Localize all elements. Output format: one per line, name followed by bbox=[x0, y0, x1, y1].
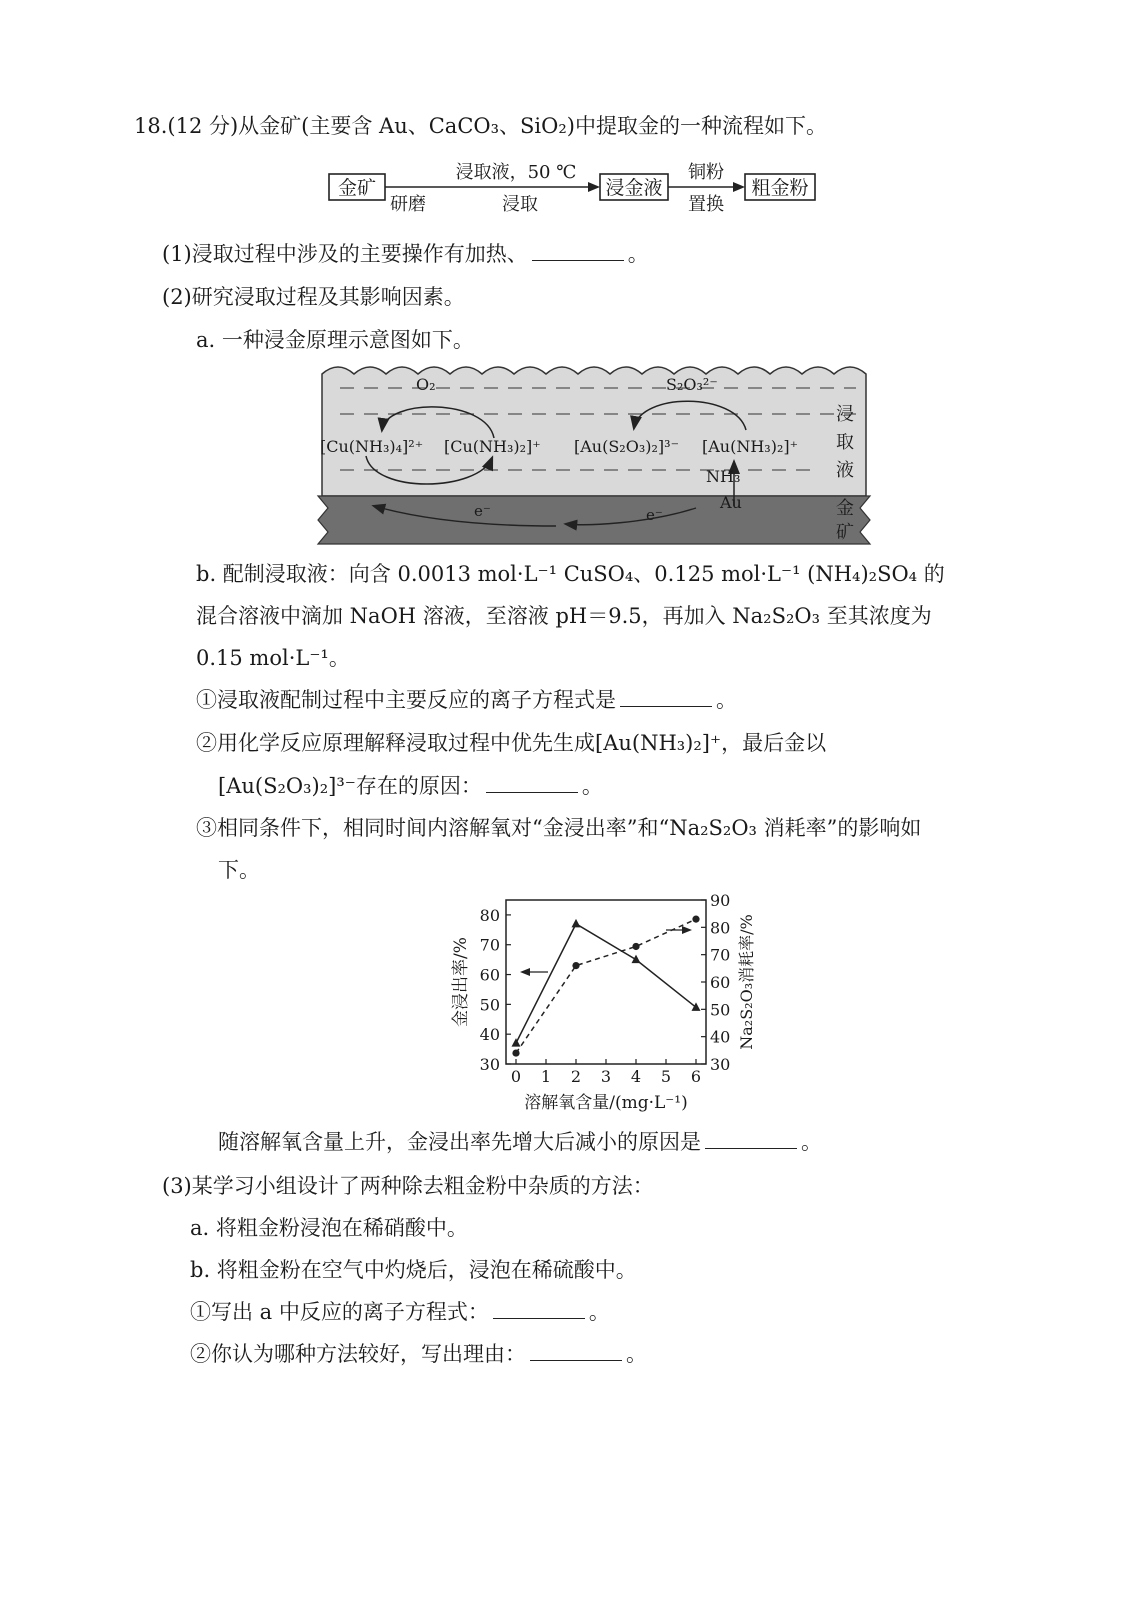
label-ore-char-1: 金 bbox=[836, 498, 854, 519]
question-title bbox=[134, 114, 827, 139]
q2-line-2 bbox=[218, 774, 603, 799]
chart-question-text: 随溶解氧含量上升，金浸出率先增大后减小的原因是 bbox=[218, 1130, 701, 1154]
part3-q1-end: 。 bbox=[588, 1300, 610, 1324]
y-left-tick-label: 40 bbox=[479, 1025, 500, 1045]
leach-liquid-region bbox=[322, 367, 866, 496]
q2-line-1 bbox=[196, 731, 826, 756]
right-axis-indicator-arrowhead bbox=[682, 926, 692, 934]
flow-arrow-2-above: 浸取液，50 ℃ bbox=[455, 162, 577, 183]
answer-blank-2[interactable] bbox=[620, 688, 712, 707]
chart-y-left-label: 金浸出率/% bbox=[451, 937, 471, 1027]
part3b-line bbox=[190, 1258, 637, 1283]
answer-blank-3[interactable] bbox=[486, 774, 578, 793]
series-gold-leach-point bbox=[512, 1038, 521, 1047]
answer-blank-5[interactable] bbox=[493, 1300, 585, 1319]
x-tick-label: 6 bbox=[690, 1067, 702, 1086]
flow-box-ore-label: 金矿 bbox=[337, 177, 377, 199]
label-au-nh3-2: [Au(NH₃)₂]⁺ bbox=[702, 437, 799, 456]
flow-arrow-3-below: 置换 bbox=[688, 194, 724, 214]
label-s2o3: S₂O₃²⁻ bbox=[666, 375, 718, 394]
y-right-tick-label: 70 bbox=[710, 945, 731, 965]
part3-q2-line bbox=[190, 1342, 647, 1367]
label-cu-nh3-2: [Cu(NH₃)₂]⁺ bbox=[444, 437, 541, 456]
q3-line-2 bbox=[218, 858, 260, 883]
label-liquid-char-1: 浸 bbox=[836, 404, 854, 425]
flow-box-product-label: 粗金粉 bbox=[751, 177, 809, 199]
part3b-text: b. 将粗金粉在空气中灼烧后，浸泡在稀硫酸中。 bbox=[190, 1258, 637, 1282]
label-liquid-char-2: 取 bbox=[836, 432, 854, 453]
y-left-tick-label: 70 bbox=[479, 935, 500, 955]
label-cu-nh3-4: [Cu(NH₃)₄]²⁺ bbox=[320, 437, 424, 456]
chart-question-end: 。 bbox=[801, 1130, 822, 1154]
y-left-tick-label: 50 bbox=[479, 995, 500, 1015]
answer-blank-6[interactable] bbox=[530, 1342, 622, 1361]
x-tick-label: 3 bbox=[600, 1067, 612, 1086]
part3-q2-end: 。 bbox=[626, 1342, 647, 1366]
flow-arrowhead-3 bbox=[733, 182, 745, 192]
part2a-text: a. 一种浸金原理示意图如下。 bbox=[196, 328, 474, 352]
q1-text: ①浸取液配制过程中主要反应的离子方程式是 bbox=[196, 688, 616, 712]
dissolved-oxygen-chart bbox=[440, 890, 770, 1122]
x-tick-label: 5 bbox=[660, 1067, 672, 1086]
x-tick-label: 4 bbox=[630, 1067, 642, 1086]
chart-y-right-label: Na₂S₂O₃消耗率/% bbox=[737, 914, 756, 1050]
series-gold-leach-line bbox=[516, 924, 696, 1043]
part2-line bbox=[162, 285, 465, 310]
flow-box-solution-label: 浸金液 bbox=[605, 177, 663, 199]
part1-end: 。 bbox=[627, 242, 649, 266]
series-thiosulfate-point bbox=[572, 962, 579, 969]
y-left-tick-label: 60 bbox=[479, 965, 500, 985]
flow-arrow-1-below: 研磨 bbox=[390, 194, 426, 214]
answer-blank-4[interactable] bbox=[705, 1130, 797, 1149]
part2b-line-1 bbox=[196, 562, 945, 587]
flow-arrowhead-2 bbox=[588, 182, 600, 192]
part2b-text-2: 混合溶液中滴加 NaOH 溶液，至溶液 pH＝9.5，再加入 Na₂S₂O₃ 至其浓度为 bbox=[196, 604, 932, 628]
part3-line bbox=[162, 1174, 654, 1199]
series-gold-leach-point bbox=[572, 919, 581, 928]
q3-text-1: ③相同条件下，相同时间内溶解氧对“金浸出率”和“Na₂S₂O₃ 消耗率”的影响如 bbox=[196, 816, 922, 840]
y-right-tick-label: 50 bbox=[710, 1000, 731, 1020]
part2a-line bbox=[196, 328, 474, 353]
chart-plot-frame bbox=[506, 900, 706, 1064]
y-right-tick-label: 40 bbox=[710, 1027, 731, 1047]
y-right-tick-label: 90 bbox=[710, 891, 731, 910]
x-tick-label: 0 bbox=[510, 1067, 522, 1086]
series-thiosulfate-point bbox=[632, 943, 639, 950]
label-nh3: NH₃ bbox=[706, 467, 741, 486]
part3-q1-line bbox=[190, 1300, 610, 1325]
q3-line-1 bbox=[196, 816, 921, 841]
label-au: Au bbox=[720, 493, 742, 512]
label-electron-2: e⁻ bbox=[646, 506, 663, 524]
x-tick-label: 2 bbox=[570, 1067, 582, 1086]
part2b-line-3 bbox=[196, 646, 350, 671]
question-title-text: 18.(12 分)从金矿(主要含 Au、CaCO₃、SiO₂)中提取金的一种流程如下。 bbox=[134, 114, 827, 138]
part3-q1-text: ①写出 a 中反应的离子方程式： bbox=[190, 1300, 489, 1324]
q3-text-2: 下。 bbox=[218, 858, 260, 882]
y-right-tick-label: 60 bbox=[710, 973, 731, 992]
part3a-text: a. 将粗金粉浸泡在稀硝酸中。 bbox=[190, 1216, 468, 1240]
part3a-line bbox=[190, 1216, 468, 1241]
chart-question-line bbox=[218, 1130, 822, 1155]
label-o2: O₂ bbox=[416, 375, 436, 394]
chart-x-label: 溶解氧含量/(mg·L⁻¹) bbox=[524, 1093, 688, 1113]
q2-end: 。 bbox=[581, 774, 603, 798]
flow-arrow-2-below: 浸取 bbox=[502, 194, 538, 214]
y-left-tick-label: 30 bbox=[479, 1055, 500, 1074]
label-liquid-char-3: 液 bbox=[836, 460, 854, 481]
flow-arrow-3-above: 铜粉 bbox=[688, 162, 724, 183]
q1-line bbox=[196, 688, 737, 713]
label-electron-1: e⁻ bbox=[474, 502, 491, 520]
part1-line bbox=[162, 242, 649, 267]
series-gold-leach-point bbox=[632, 955, 641, 964]
part3-text: (3)某学习小组设计了两种除去粗金粉中杂质的方法： bbox=[162, 1174, 654, 1198]
part2b-text-3: 0.15 mol·L⁻¹。 bbox=[196, 646, 350, 670]
x-tick-label: 1 bbox=[540, 1067, 552, 1086]
y-right-tick-label: 30 bbox=[710, 1055, 731, 1074]
left-axis-indicator-arrowhead bbox=[520, 968, 530, 976]
process-flow-diagram bbox=[320, 158, 830, 214]
series-thiosulfate-point bbox=[512, 1049, 519, 1056]
y-right-tick-label: 80 bbox=[710, 918, 731, 938]
part2b-text-1: b. 配制浸取液：向含 0.0013 mol·L⁻¹ CuSO₄、0.125 mol·L⁻¹ (NH₄)₂SO₄ 的 bbox=[196, 562, 945, 586]
series-thiosulfate-point bbox=[692, 916, 699, 923]
part2b-line-2 bbox=[196, 604, 932, 629]
label-au-s2o3: [Au(S₂O₃)₂]³⁻ bbox=[574, 437, 680, 456]
q1-end: 。 bbox=[716, 688, 737, 712]
label-ore-char-2: 矿 bbox=[836, 522, 854, 543]
part1-text: (1)浸取过程中涉及的主要操作有加热、 bbox=[162, 242, 528, 266]
q2-text-1: ②用化学反应原理解释浸取过程中优先生成[Au(NH₃)₂]⁺，最后金以 bbox=[196, 731, 827, 755]
part2-text: (2)研究浸取过程及其影响因素。 bbox=[162, 285, 465, 309]
gold-ore-region bbox=[318, 496, 870, 544]
leaching-mechanism-diagram bbox=[316, 358, 872, 546]
q2-text-2: [Au(S₂O₃)₂]³⁻存在的原因： bbox=[218, 774, 482, 798]
part3-q2-text: ②你认为哪种方法较好，写出理由： bbox=[190, 1342, 526, 1366]
series-gold-leach-point bbox=[692, 1002, 701, 1011]
answer-blank-1[interactable] bbox=[532, 242, 624, 261]
y-left-tick-label: 80 bbox=[479, 905, 500, 925]
